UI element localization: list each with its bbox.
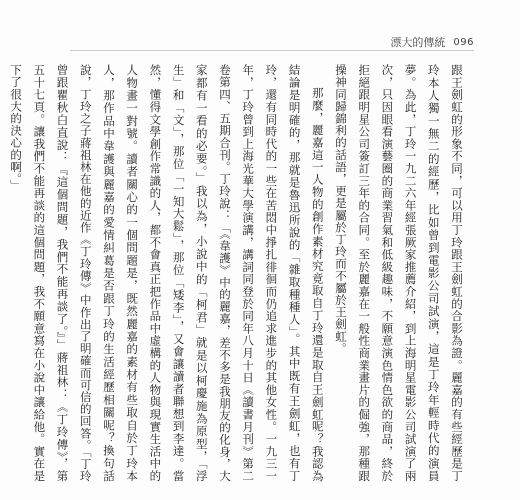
running-title: 漂大的傳統 [390, 36, 446, 49]
vertical-body-text [9, 64, 468, 482]
running-header [390, 34, 474, 50]
paragraph: 那麼，麗嘉這一人物的創作素材究竟取自丁玲還是取自王劍虹呢？我認為結論是明確的，那就是魯迅所說的「雜取種種人」。其中既有王劍虹，也有丁玲，還有同時代的一些在苦悶中掙扎徘徊而仍追求進步的其他女性。一九三一年，丁玲曾到上海光華大學演講，講詞同登於同年八月十日《讀書月刊》第二卷第四、五期合刊。丁玲說：「《韋護》中的麗嘉，差不多是我朋友的化身，大家都有一看的必要。」我以為，小說中的「柯君」就是以柯慶施為原型，「浮生」和「文」，那位「一知大鬆」，那位「矮李」，又會讓讀者聯想到李達。當然，懂得文學創作常識的人，都不會真正把作品中虛構的人物與現實生活中的人物畫一對號。讀者關心的一個問題是，既然麗嘉的素材有些取自於丁玲本人，那作品中韋護與麗嘉的愛情糾葛是否跟丁玲的生活經歷相關呢？換句話說，丁玲之子蔣祖林在他的近作《丁玲傳》中作出了明確而可信的回答。「丁玲曾跟瞿秋白直說：『這個問題，我們不能再談了。』」蔣祖林：《丁玲傳》，第五十七頁。讓我們不能再談的這個問題，我不願意寫在小說中讓給他。實在是下了很大的決心的啊。」 [9, 64, 325, 482]
page-number: 096 [453, 36, 474, 48]
paragraph: 跟王劍虹的形象不同，可以用丁玲跟王劍虹的合影為證。麗嘉的有些經歷是丁玲本人獨一無二的經歷，比如曾到電影公司試演，這是丁玲年輕時代的演員夢。為此，丁玲一九二六年經張厥家推薦介紹，到上海明星電影公司試演了兩次，只因眼看演藝圈的商業習氣和低級趣味，不願意演色情色欲的商品，終於拒絕跟明星公司簽訂三年的合同。至於麗嘉在一般性商業畫片的倔強，那種跟操神同歸錦利的話語，更是屬於丁玲而不屬於王劍虹。 [333, 64, 464, 482]
header-rule [70, 50, 474, 51]
paragraph [0, 64, 4, 482]
